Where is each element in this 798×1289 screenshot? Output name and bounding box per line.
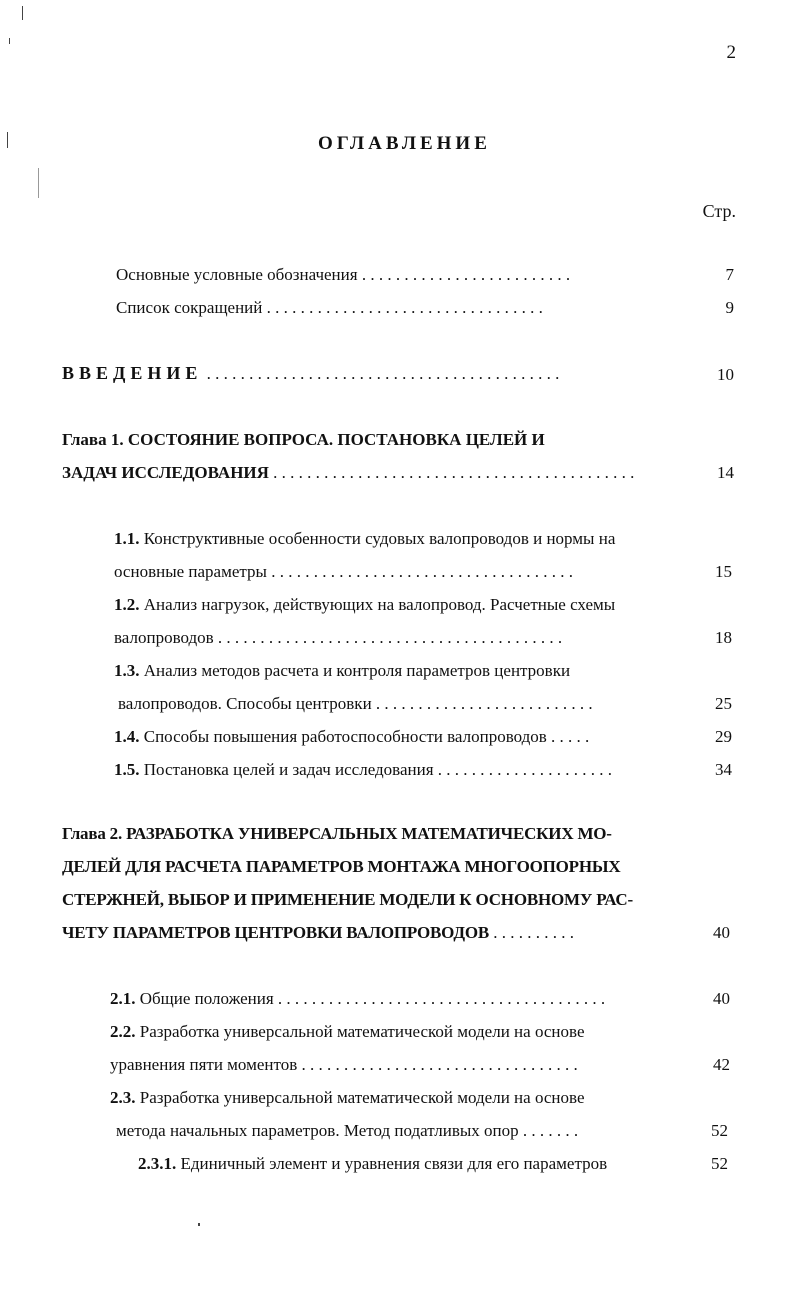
- section-1-5-text: Постановка целей и задач исследования . . . . . . . . . . . . . . . . . . . . .: [143, 760, 613, 779]
- toc-entry-notation[interactable]: Основные условные обозначения . . . . . . . . . . . . . . . . . . . . . . . . .: [116, 265, 571, 284]
- page-number: 2: [726, 42, 736, 63]
- page-ref-1-4: 29: [715, 727, 732, 746]
- section-1-3-text: Анализ методов расчета и контроля параметров центровки: [143, 661, 571, 680]
- section-number-1-3: 1.3.: [114, 661, 140, 680]
- section-number-1-4: 1.4.: [114, 727, 140, 746]
- section-number-1-1: 1.1.: [114, 529, 140, 548]
- section-number-1-5: 1.5.: [114, 760, 140, 779]
- toc-entry-2-3-line1[interactable]: [110, 1088, 670, 1108]
- section-1-4-text: Способы повышения работоспособности валопроводов . . . . .: [143, 727, 590, 746]
- toc-entry-2-1[interactable]: [110, 989, 650, 1009]
- section-number-2-1: 2.1.: [110, 989, 136, 1008]
- chapter-1-leader-dots: . . . . . . . . . . . . . . . . . . . . . . . . . . . . . . . . . . . . . . . . . . .: [273, 463, 635, 482]
- chapter-2-title-line4-wrap[interactable]: [62, 923, 642, 943]
- chapter-2-leader-dots: . . . . . . . . . .: [493, 923, 574, 942]
- section-number-1-2: 1.2.: [114, 595, 140, 614]
- section-2-2-text: Разработка универсальной математической модели на основе: [139, 1022, 585, 1041]
- section-2-3-1-text: Единичный элемент и уравнения связи для его параметров: [180, 1154, 608, 1173]
- chapter-2-title-line3[interactable]: СТЕРЖНЕЙ, ВЫБОР И ПРИМЕНЕНИЕ МОДЕЛИ К ОСНОВНОМУ РАС-: [62, 890, 633, 909]
- intro-label: ВВЕДЕНИЕ: [62, 363, 203, 383]
- intro-leader-dots: . . . . . . . . . . . . . . . . . . . . . . . . . . . . . . . . . . . . . . . . . .: [206, 364, 560, 383]
- page-ref-chapter-1: 14: [717, 463, 734, 482]
- toc-entry-2-2-line1[interactable]: [110, 1022, 670, 1042]
- chapter-2-title-line1[interactable]: Глава 2. РАЗРАБОТКА УНИВЕРСАЛЬНЫХ МАТЕМАТИЧЕСКИХ МО-: [62, 824, 612, 843]
- section-number-2-2: 2.2.: [110, 1022, 136, 1041]
- toc-entry-1-4[interactable]: [114, 727, 634, 747]
- page-ref-1-1: 15: [715, 562, 732, 581]
- toc-entry-1-3-line2[interactable]: валопроводов. Способы центровки . . . . . . . . . . . . . . . . . . . . . . . . . .: [118, 694, 593, 713]
- section-number-2-3: 2.3.: [110, 1088, 136, 1107]
- section-1-2-text: Анализ нагрузок, действующих на валопровод. Расчетные схемы: [143, 595, 616, 614]
- page-ref-2-1: 40: [713, 989, 730, 1008]
- page-ref-intro: 10: [717, 365, 734, 384]
- chapter-1-title-line2: ЗАДАЧ ИССЛЕДОВАНИЯ: [62, 463, 269, 482]
- toc-entry-1-5[interactable]: [114, 760, 639, 780]
- scan-mark: [9, 38, 10, 44]
- scan-mark: [22, 6, 23, 20]
- page-ref-1-3: 25: [715, 694, 732, 713]
- toc-entry-1-3-line1[interactable]: [114, 661, 674, 681]
- page-ref-abbrev: 9: [725, 298, 734, 317]
- page-ref-2-3-1: 52: [711, 1154, 728, 1173]
- toc-entry-1-2-line2[interactable]: валопроводов . . . . . . . . . . . . . . . . . . . . . . . . . . . . . . . . . . . . . . . . .: [114, 628, 563, 647]
- section-2-3-text: Разработка универсальной математической модели на основе: [139, 1088, 585, 1107]
- toc-entry-2-2-line2[interactable]: уравнения пяти моментов . . . . . . . . . . . . . . . . . . . . . . . . . . . . . . . . .: [110, 1055, 578, 1074]
- chapter-2-title-line2[interactable]: ДЕЛЕЙ ДЛЯ РАСЧЕТА ПАРАМЕТРОВ МОНТАЖА МНОГООПОРНЫХ: [62, 857, 621, 876]
- chapter-1-title-line2-wrap[interactable]: [62, 463, 652, 483]
- page-ref-1-2: 18: [715, 628, 732, 647]
- section-number-2-3-1: 2.3.1.: [138, 1154, 177, 1173]
- section-1-1-text: Конструктивные особенности судовых валопроводов и нормы на: [143, 529, 616, 548]
- page-ref-2-2: 42: [713, 1055, 730, 1074]
- chapter-2-title-line4: ЧЕТУ ПАРАМЕТРОВ ЦЕНТРОВКИ ВАЛОПРОВОДОВ: [62, 923, 489, 942]
- page-ref-1-5: 34: [715, 760, 732, 779]
- page-ref-2-3: 52: [711, 1121, 728, 1140]
- page-ref-notation: 7: [725, 265, 734, 284]
- toc-entry-1-2-line1[interactable]: [114, 595, 674, 615]
- toc-entry-1-1-line1[interactable]: [114, 529, 674, 549]
- scan-mark: [38, 168, 39, 198]
- toc-entry-2-3-line2[interactable]: метода начальных параметров. Метод податливых опор . . . . . . .: [116, 1121, 579, 1140]
- page-column-header: Стр.: [702, 201, 736, 221]
- chapter-1-title-line1[interactable]: Глава 1. СОСТОЯНИЕ ВОПРОСА. ПОСТАНОВКА ЦЕЛЕЙ И: [62, 430, 545, 449]
- toc-entry-1-1-line2[interactable]: основные параметры . . . . . . . . . . . . . . . . . . . . . . . . . . . . . . . . . . . .: [114, 562, 573, 581]
- toc-entry-intro[interactable]: [62, 363, 666, 384]
- page-ref-chapter-2: 40: [713, 923, 730, 942]
- toc-title: ОГЛАВЛЕНИЕ: [318, 133, 491, 154]
- section-2-1-text: Общие положения . . . . . . . . . . . . . . . . . . . . . . . . . . . . . . . . . . . . . . .: [139, 989, 606, 1008]
- toc-entry-2-3-1[interactable]: [138, 1154, 638, 1174]
- scan-mark: [198, 1223, 200, 1226]
- scan-mark: [7, 132, 8, 148]
- toc-entry-abbrev[interactable]: Список сокращений . . . . . . . . . . . . . . . . . . . . . . . . . . . . . . . . .: [116, 298, 543, 317]
